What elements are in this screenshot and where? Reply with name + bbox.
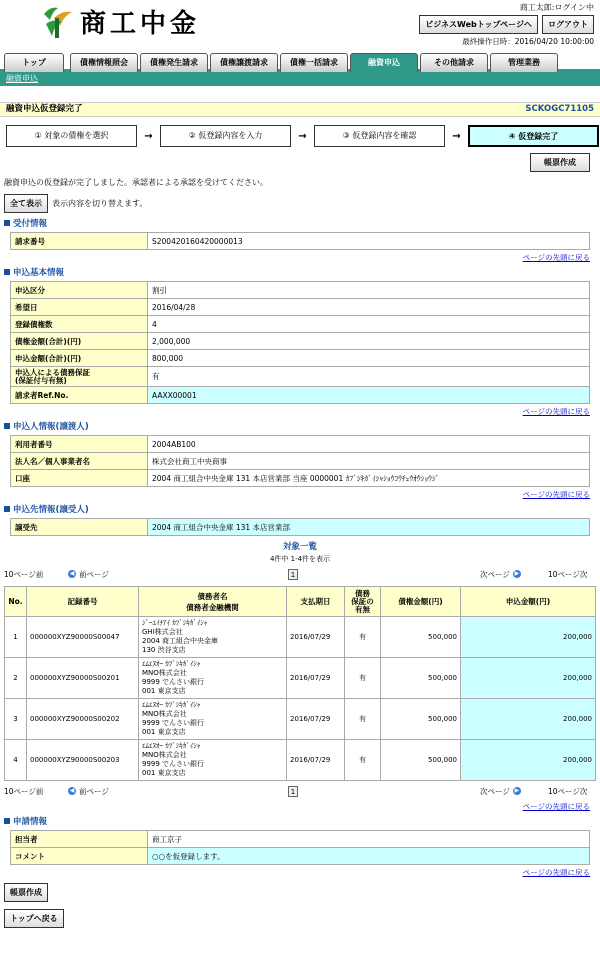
step-4-current: ④ 仮登録完了 (468, 125, 599, 147)
prev-10-pages: 10ページ前 (4, 569, 44, 579)
arrow-right-icon: → (298, 130, 307, 142)
tab-credit-issue[interactable]: 債権発生請求 (140, 53, 208, 72)
field-label: 債権金額(合計)(円) (11, 333, 148, 350)
next-10-pages: 10ページ次 (548, 569, 588, 579)
step-2: ② 仮登録内容を入力 (160, 125, 291, 147)
page-title: 融資申込仮登録完了 (6, 104, 83, 114)
print-report-button-bottom[interactable]: 帳票作成 (4, 883, 48, 902)
col-header-guarantee: 債務 保証の 有無 (345, 587, 381, 617)
table-row: 1 000000XYZ90000S00047 ｼﾞｰｴｲﾁｱｲ ｶﾌﾞｼｷｶﾞｲｼｬ GHI株式会社 2004 商工組合中央金庫 130 渋谷支店 2016/07/29 有 500,000 200,000 (5, 617, 596, 658)
pager-top (4, 566, 596, 582)
field-value: 2004 商工組合中央金庫 131 本店営業部 (148, 519, 590, 536)
logout-button[interactable]: ログアウト (542, 15, 594, 34)
logo-text: 商工中金 (80, 9, 201, 39)
sub-navigation (0, 72, 600, 86)
basic-info-table (10, 281, 590, 404)
field-value: 有 (148, 367, 590, 387)
next-arrow-icon[interactable]: ▶ (514, 570, 520, 577)
target-list-table (4, 586, 596, 781)
col-header-record: 記録番号 (27, 587, 139, 617)
step-3: ③ 仮登録内容を確認 (314, 125, 445, 147)
arrow-right-icon: → (144, 130, 153, 142)
square-bullet-icon (4, 269, 10, 275)
field-value: 4 (148, 316, 590, 333)
field-label: 口座 (11, 470, 148, 487)
col-header-no: No. (5, 587, 27, 617)
table-row: 4 000000XYZ90000S00203 ｴﾑｴﾇｵｰ ｶﾌﾞｼｷｶﾞｲｼｬ MNO株式会社 9999 でんさい銀行 001 東京支店 2016/07/29 有 500,000 200,000 (5, 740, 596, 781)
next-arrow-icon[interactable]: ▶ (514, 787, 520, 794)
last-operation-time: 最終操作日時：2016/04/20 10:00:00 (462, 37, 594, 46)
progress-steps (6, 125, 600, 147)
field-value: AAXX00001 (148, 387, 590, 404)
business-web-top-button[interactable]: ビジネスWebトップページへ (419, 15, 538, 34)
table-row: 2 000000XYZ90000S00201 ｴﾑｴﾇｵｰ ｶﾌﾞｼｷｶﾞｲｼｬ MNO株式会社 9999 でんさい銀行 001 東京支店 2016/07/29 有 500,000 200,000 (5, 658, 596, 699)
field-value: 800,000 (148, 350, 590, 367)
prev-arrow-icon[interactable]: ◀ (69, 570, 75, 577)
user-status: 商工太郎:ログイン中 (519, 3, 594, 12)
field-value: 割引 (148, 282, 590, 299)
screen-id: SCKOGC71105 (525, 104, 594, 114)
field-value: 2016/04/28 (148, 299, 590, 316)
field-value: 2004AB100 (148, 436, 590, 453)
next-page: 次ページ (480, 569, 510, 579)
next-10-pages: 10ページ次 (548, 786, 588, 796)
page-number[interactable]: 1 (288, 569, 298, 580)
list-count: 4件中 1-4件を表示 (269, 555, 331, 563)
tab-admin[interactable]: 管理業務 (490, 53, 558, 72)
table-row: 3 000000XYZ90000S00202 ｴﾑｴﾇｵｰ ｶﾌﾞｼｷｶﾞｲｼｬ MNO株式会社 9999 でんさい銀行 001 東京支店 2016/07/29 有 500,000 200,000 (5, 699, 596, 740)
page-number[interactable]: 1 (288, 786, 298, 797)
field-value: ○○を仮登録します。 (148, 848, 590, 865)
field-label: 希望日 (11, 299, 148, 316)
prev-page: 前ページ (79, 569, 109, 579)
field-label: 法人名／個人事業者名 (11, 453, 148, 470)
field-label: 登録債権数 (11, 316, 148, 333)
section-basic-info: 申込基本情報 (4, 266, 600, 278)
pager-bottom (4, 783, 596, 799)
logo (40, 3, 200, 40)
square-bullet-icon (4, 220, 10, 226)
prev-page: 前ページ (79, 786, 109, 796)
square-bullet-icon (4, 423, 10, 429)
tab-credit-transfer[interactable]: 債権譲渡請求 (210, 53, 278, 72)
field-label: 申込人による債務保証 (保証付与有無) (11, 367, 148, 387)
completion-message: 融資申込の仮登録が完了しました。承認者による承認を受けてください。 (4, 178, 268, 187)
back-to-top-link[interactable]: ページの先頭に戻る (522, 407, 590, 416)
reception-table (10, 232, 590, 250)
field-label: 利用者番号 (11, 436, 148, 453)
main-tabs (0, 50, 600, 72)
section-destination: 申込先情報(譲受人) (4, 503, 600, 515)
field-label: 請求番号 (11, 233, 148, 250)
step-1: ① 対象の債権を選択 (6, 125, 137, 147)
tab-loan-application[interactable]: 融資申込 (350, 53, 418, 72)
back-to-top-link[interactable]: ページの先頭に戻る (522, 868, 590, 877)
field-label: 担当者 (11, 831, 148, 848)
tab-other-request[interactable]: その他請求 (420, 53, 488, 72)
square-bullet-icon (4, 818, 10, 824)
back-to-top-link[interactable]: ページの先頭に戻る (522, 490, 590, 499)
tab-top[interactable]: トップ (4, 53, 64, 72)
field-value: 2004 商工組合中央金庫 131 本店営業部 当座 0000001 ｶﾌﾞｼｷｶﾞｲｼｬｼｮｳｺｳﾁｭｳｵｳｼｮｳｼﾞ (148, 470, 590, 487)
arrow-right-icon: → (452, 130, 461, 142)
destination-table (10, 518, 590, 536)
col-header-amount: 債権金額(円) (381, 587, 461, 617)
field-label: 申込金額(合計)(円) (11, 350, 148, 367)
section-applicant: 申込人情報(譲渡人) (4, 420, 600, 432)
print-report-button[interactable]: 帳票作成 (530, 153, 590, 172)
page-titlebar (0, 102, 600, 117)
field-label: コメント (11, 848, 148, 865)
field-label: 申込区分 (11, 282, 148, 299)
next-page: 次ページ (480, 786, 510, 796)
field-value: 商工京子 (148, 831, 590, 848)
square-bullet-icon (4, 506, 10, 512)
col-header-due: 支払期日 (287, 587, 345, 617)
request-table (10, 830, 590, 865)
tab-credit-inquiry[interactable]: 債権情報照会 (70, 53, 138, 72)
back-to-top-button[interactable]: トップへ戻る (4, 909, 64, 928)
col-header-apply-amount: 申込金額(円) (461, 587, 596, 617)
field-value: 株式会社商工中央商事 (148, 453, 590, 470)
applicant-table (10, 435, 590, 487)
prev-arrow-icon[interactable]: ◀ (69, 787, 75, 794)
col-header-debtor: 債務者名 債務者金融機関 (139, 587, 287, 617)
section-request: 申請情報 (4, 815, 600, 827)
logo-icon (40, 4, 74, 40)
field-label: 譲受先 (11, 519, 148, 536)
show-all-hint: 表示内容を切り替えます。 (52, 199, 148, 208)
prev-10-pages: 10ページ前 (4, 786, 44, 796)
section-reception: 受付情報 (4, 217, 600, 229)
list-title: 対象一覧 (282, 542, 317, 552)
header (0, 0, 600, 48)
tab-bulk-request[interactable]: 債権一括請求 (280, 53, 348, 72)
field-label: 請求者Ref.No. (11, 387, 148, 404)
show-all-button[interactable]: 全て表示 (4, 194, 48, 213)
back-to-top-link[interactable]: ページの先頭に戻る (522, 802, 590, 811)
field-value: 2,000,000 (148, 333, 590, 350)
request-number: S200420160420000013 (148, 233, 590, 250)
back-to-top-link[interactable]: ページの先頭に戻る (522, 253, 590, 262)
subnav-loan-application-link[interactable]: 融資申込 (6, 74, 38, 83)
